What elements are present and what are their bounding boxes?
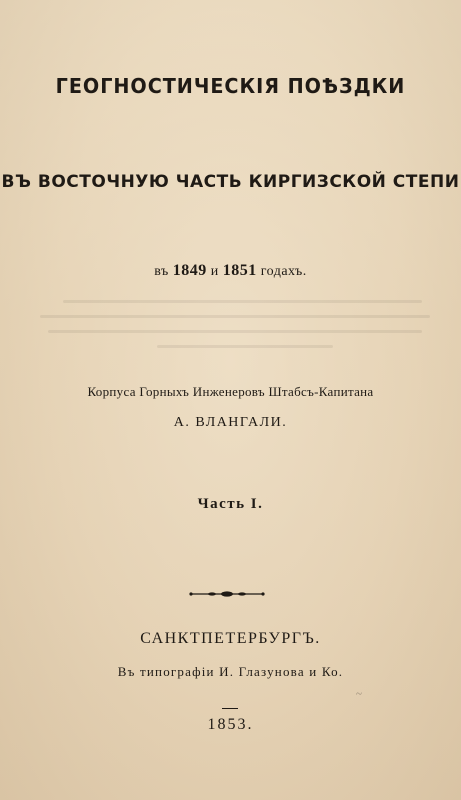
years-prefix: въ <box>154 264 169 279</box>
year-1849: 1849 <box>172 262 207 279</box>
imprint-city: САНКТПЕТЕРБУРГЪ. <box>140 630 321 647</box>
ornament-divider <box>188 589 266 599</box>
year-1851: 1851 <box>222 262 257 279</box>
part-number: Часть I. <box>197 496 264 512</box>
author-name: А. ВЛАНГАЛИ. <box>173 415 288 430</box>
imprint-printer: Въ типографіи И. Глазунова и Ко. <box>117 664 344 679</box>
title-line-1: ГЕОГНОСТИЧЕСКІЯ ПОѢЗДКИ <box>55 74 406 98</box>
bleed-through-text <box>40 288 430 368</box>
publication-year: 1853. <box>207 716 254 733</box>
years-suffix: годахъ. <box>260 264 307 279</box>
years-line <box>0 262 461 280</box>
short-rule <box>222 708 238 709</box>
author-rank: Корпуса Горныхъ Инженеровъ Штабсъ-Капитана <box>87 384 374 399</box>
title-line-2: ВЪ ВОСТОЧНУЮ ЧАСТЬ КИРГИЗСКОЙ СТЕПИ <box>1 172 460 192</box>
years-conj: и <box>210 264 219 279</box>
ink-mark: ~ <box>356 688 362 700</box>
